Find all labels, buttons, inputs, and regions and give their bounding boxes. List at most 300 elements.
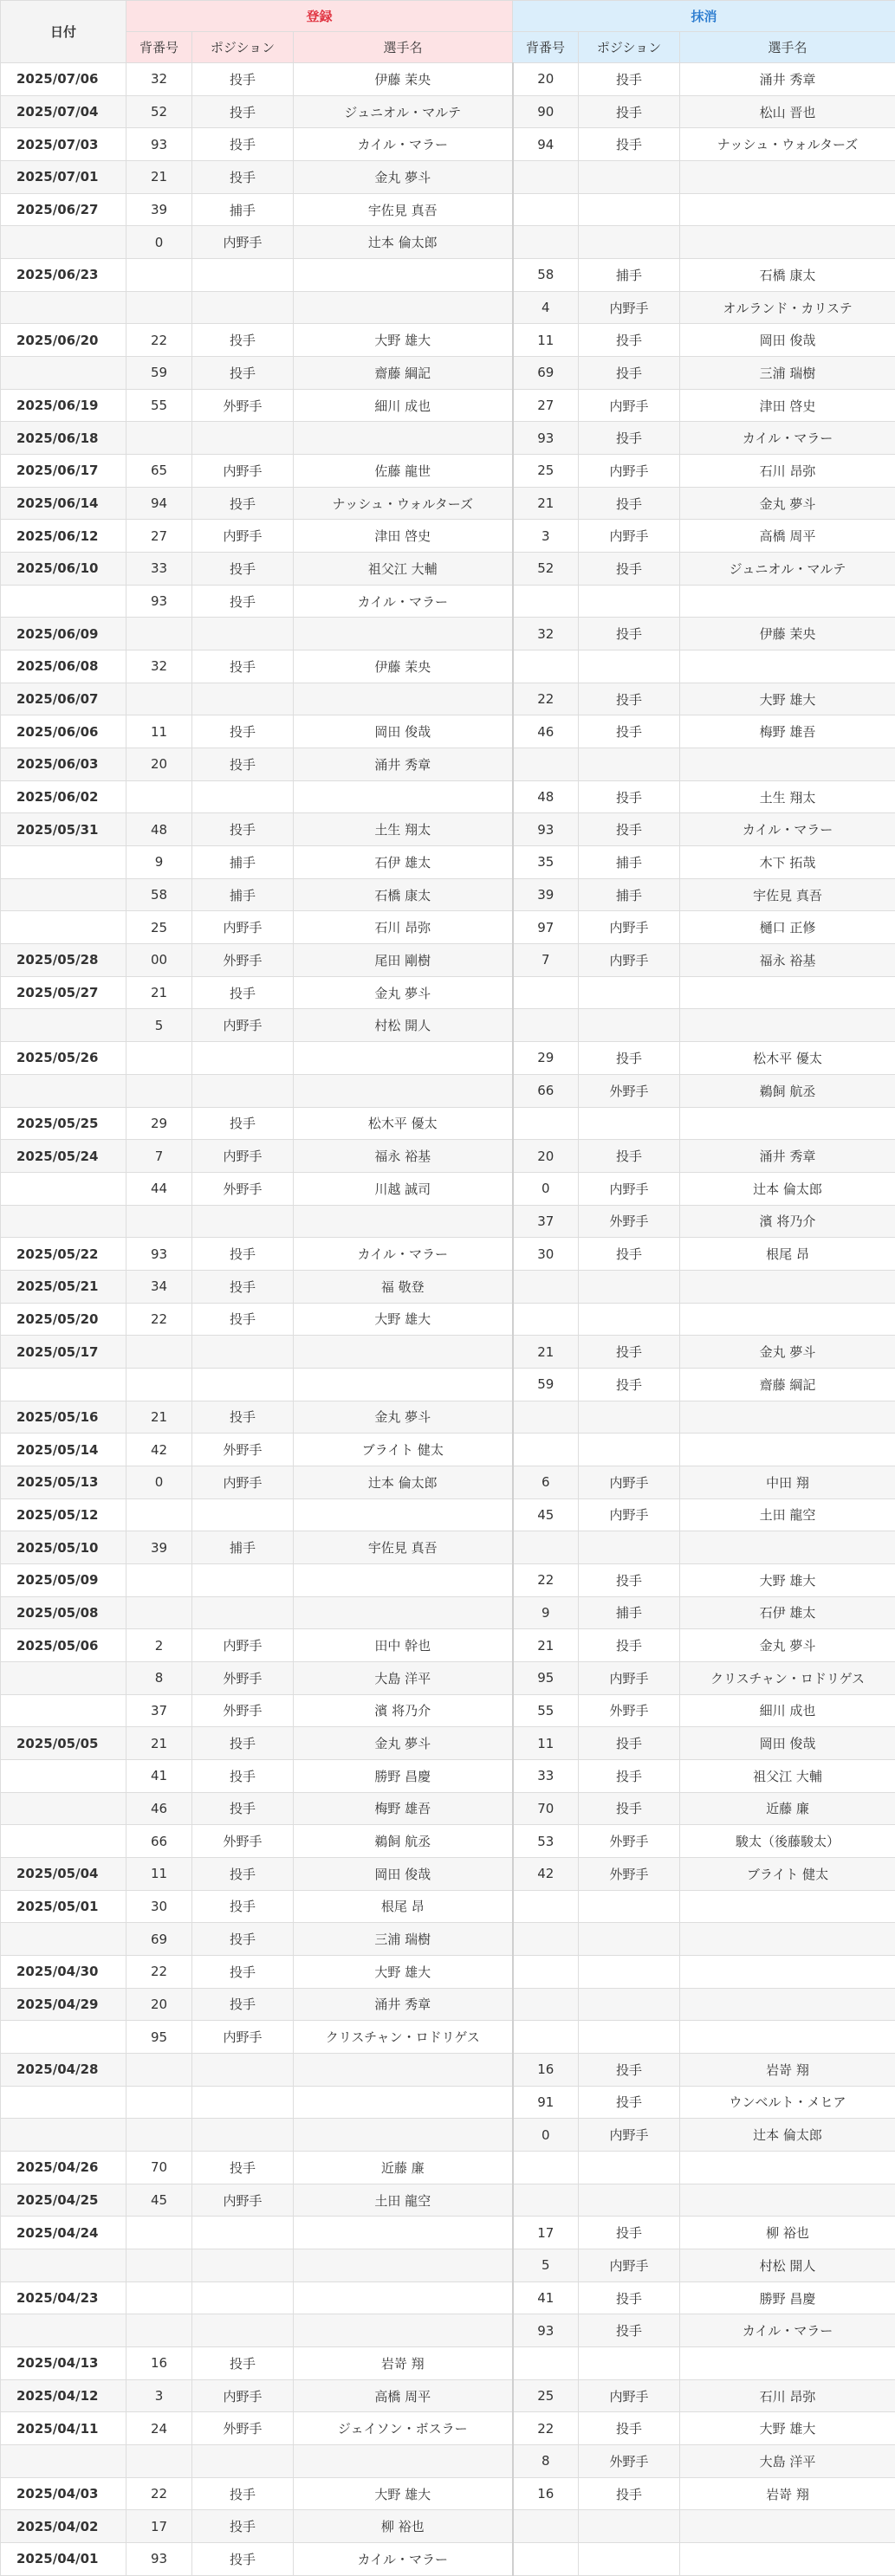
del-player-cell: ジュニオル・マルテ	[680, 553, 895, 586]
reg-number-cell: 0	[126, 226, 192, 259]
reg-number-cell: 37	[126, 1694, 192, 1727]
reg-position-header: ポジション	[192, 32, 294, 63]
del-player-cell: クリスチャン・ロドリゲス	[680, 1661, 895, 1694]
reg-number-header: 背番号	[126, 32, 192, 63]
del-player-cell	[680, 1923, 895, 1956]
del-position-cell: 投手	[579, 2412, 680, 2445]
reg-player-cell: 石伊 雄太	[294, 846, 513, 879]
reg-number-cell: 45	[126, 2184, 192, 2217]
del-player-header: 選手名	[680, 32, 895, 63]
reg-position-cell	[192, 780, 294, 813]
reg-number-cell: 34	[126, 1270, 192, 1303]
date-cell: 2025/06/19	[1, 389, 126, 422]
del-player-cell: 金丸 夢斗	[680, 487, 895, 520]
reg-number-cell: 39	[126, 1531, 192, 1564]
reg-number-cell: 5	[126, 1009, 192, 1042]
del-player-cell: 辻本 倫太郎	[680, 1172, 895, 1205]
del-position-cell	[579, 193, 680, 226]
del-position-cell: 投手	[579, 1336, 680, 1369]
reg-player-cell	[294, 2314, 513, 2347]
reg-player-cell	[294, 1498, 513, 1531]
del-position-cell: 投手	[579, 2217, 680, 2249]
reg-player-cell	[294, 1563, 513, 1596]
del-player-cell: 涌井 秀章	[680, 1140, 895, 1173]
del-number-cell: 4	[513, 291, 579, 324]
reg-position-cell: 捕手	[192, 846, 294, 879]
del-position-cell: 投手	[579, 2053, 680, 2086]
del-player-cell: 岡田 俊哉	[680, 324, 895, 357]
table-row	[1, 1661, 895, 1694]
table-row	[1, 128, 895, 161]
reg-player-cell: 川越 誠司	[294, 1172, 513, 1205]
del-position-cell	[579, 1955, 680, 1988]
date-cell	[1, 911, 126, 944]
del-number-cell: 22	[513, 1563, 579, 1596]
del-player-cell: 近藤 廉	[680, 1792, 895, 1825]
del-number-cell: 16	[513, 2053, 579, 2086]
reg-position-cell	[192, 2053, 294, 2086]
reg-player-cell: 祖父江 大輔	[294, 553, 513, 586]
table-row	[1, 1466, 895, 1498]
reg-player-cell	[294, 291, 513, 324]
reg-position-cell: 外野手	[192, 1694, 294, 1727]
reg-position-cell: 投手	[192, 95, 294, 128]
date-cell: 2025/05/26	[1, 1042, 126, 1075]
reg-player-cell: ジェイソン・ボスラー	[294, 2412, 513, 2445]
del-number-cell: 70	[513, 1792, 579, 1825]
del-number-cell	[513, 226, 579, 259]
del-number-cell: 5	[513, 2249, 579, 2282]
del-position-cell: 内野手	[579, 291, 680, 324]
del-position-cell: 投手	[579, 2477, 680, 2510]
date-cell: 2025/04/23	[1, 2282, 126, 2314]
del-position-cell	[579, 1401, 680, 1434]
date-cell: 2025/06/03	[1, 748, 126, 781]
reg-position-cell: 捕手	[192, 878, 294, 911]
reg-position-cell	[192, 2445, 294, 2478]
del-position-cell: 捕手	[579, 846, 680, 879]
table-row	[1, 780, 895, 813]
table-row	[1, 553, 895, 586]
del-number-cell: 59	[513, 1368, 579, 1401]
del-number-cell: 52	[513, 553, 579, 586]
deregistration-header: 抹消	[513, 1, 895, 32]
del-position-cell: 外野手	[579, 1857, 680, 1890]
reg-player-cell: 涌井 秀章	[294, 748, 513, 781]
reg-position-cell: 投手	[192, 1988, 294, 2021]
del-player-cell: 高橋 周平	[680, 520, 895, 553]
reg-number-cell: 39	[126, 193, 192, 226]
table-row	[1, 259, 895, 292]
del-position-cell: 投手	[579, 1042, 680, 1075]
reg-player-cell	[294, 1074, 513, 1107]
table-row	[1, 324, 895, 357]
reg-player-cell: 佐藤 龍世	[294, 455, 513, 488]
reg-position-cell: 外野手	[192, 389, 294, 422]
del-position-cell: 投手	[579, 715, 680, 748]
del-position-cell: 投手	[579, 128, 680, 161]
reg-number-cell: 33	[126, 553, 192, 586]
reg-position-cell: 投手	[192, 748, 294, 781]
date-cell: 2025/05/08	[1, 1596, 126, 1629]
reg-number-cell: 21	[126, 161, 192, 194]
reg-player-cell: 宇佐見 真吾	[294, 193, 513, 226]
reg-position-cell: 内野手	[192, 455, 294, 488]
del-position-cell: 内野手	[579, 2119, 680, 2152]
reg-number-cell: 65	[126, 455, 192, 488]
del-position-cell: 投手	[579, 683, 680, 715]
reg-player-cell: 涌井 秀章	[294, 1988, 513, 2021]
del-position-cell	[579, 1270, 680, 1303]
date-cell	[1, 291, 126, 324]
del-position-cell: 投手	[579, 324, 680, 357]
del-number-cell: 33	[513, 1759, 579, 1792]
table-row	[1, 2021, 895, 2054]
del-player-cell: 松木平 優太	[680, 1042, 895, 1075]
del-position-cell	[579, 976, 680, 1009]
del-player-cell: 梅野 雄吾	[680, 715, 895, 748]
table-row	[1, 2249, 895, 2282]
del-player-cell: 中田 翔	[680, 1466, 895, 1498]
del-number-cell: 6	[513, 1466, 579, 1498]
date-cell: 2025/06/10	[1, 553, 126, 586]
del-player-cell: 齋藤 綱記	[680, 1368, 895, 1401]
reg-player-cell: 岡田 俊哉	[294, 1857, 513, 1890]
reg-player-cell: 勝野 昌慶	[294, 1759, 513, 1792]
del-position-cell	[579, 2510, 680, 2543]
reg-player-cell	[294, 2119, 513, 2152]
del-position-cell: 投手	[579, 2086, 680, 2119]
reg-number-cell: 41	[126, 1759, 192, 1792]
table-row	[1, 813, 895, 846]
reg-number-cell: 95	[126, 2021, 192, 2054]
del-position-cell	[579, 1923, 680, 1956]
table-row	[1, 487, 895, 520]
del-number-cell: 22	[513, 2412, 579, 2445]
del-player-cell: 柳 裕也	[680, 2217, 895, 2249]
reg-player-cell: 大野 雄大	[294, 1955, 513, 1988]
del-number-cell: 20	[513, 63, 579, 96]
table-row	[1, 1727, 895, 1760]
del-player-cell: 岩嵜 翔	[680, 2477, 895, 2510]
del-player-cell: 松山 晋也	[680, 95, 895, 128]
del-position-cell: 捕手	[579, 878, 680, 911]
reg-number-cell: 11	[126, 1857, 192, 1890]
del-position-cell: 投手	[579, 63, 680, 96]
date-cell: 2025/05/01	[1, 1890, 126, 1923]
del-position-cell	[579, 2543, 680, 2576]
del-position-cell	[579, 1988, 680, 2021]
del-number-cell	[513, 2021, 579, 2054]
reg-position-cell: 投手	[192, 161, 294, 194]
date-cell	[1, 1694, 126, 1727]
reg-position-cell	[192, 2217, 294, 2249]
reg-number-cell: 17	[126, 2510, 192, 2543]
reg-player-cell: 金丸 夢斗	[294, 1727, 513, 1760]
date-cell: 2025/04/02	[1, 2510, 126, 2543]
table-row	[1, 95, 895, 128]
table-row	[1, 1825, 895, 1858]
del-number-cell	[513, 1270, 579, 1303]
del-player-cell	[680, 193, 895, 226]
reg-position-cell: 投手	[192, 2347, 294, 2380]
date-cell: 2025/06/17	[1, 455, 126, 488]
del-position-cell: 外野手	[579, 1825, 680, 1858]
reg-player-cell: 根尾 昂	[294, 1890, 513, 1923]
reg-player-cell: 土生 翔太	[294, 813, 513, 846]
del-player-cell	[680, 585, 895, 618]
del-number-cell: 9	[513, 1596, 579, 1629]
table-row	[1, 2152, 895, 2184]
date-cell: 2025/06/02	[1, 780, 126, 813]
del-player-cell: 岡田 俊哉	[680, 1727, 895, 1760]
reg-position-cell: 外野手	[192, 2412, 294, 2445]
table-header	[1, 1, 895, 63]
date-cell: 2025/04/03	[1, 2477, 126, 2510]
reg-position-cell: 投手	[192, 1792, 294, 1825]
del-number-cell: 95	[513, 1661, 579, 1694]
reg-player-cell	[294, 1336, 513, 1369]
del-player-cell: 祖父江 大輔	[680, 1759, 895, 1792]
date-cell: 2025/04/25	[1, 2184, 126, 2217]
del-player-cell	[680, 1107, 895, 1140]
table-row	[1, 1531, 895, 1564]
reg-position-cell: 外野手	[192, 1825, 294, 1858]
del-number-cell: 29	[513, 1042, 579, 1075]
table-row	[1, 2314, 895, 2347]
reg-number-cell: 58	[126, 878, 192, 911]
reg-position-cell: 捕手	[192, 193, 294, 226]
reg-number-cell	[126, 1205, 192, 1238]
date-cell: 2025/05/21	[1, 1270, 126, 1303]
reg-number-cell: 70	[126, 2152, 192, 2184]
del-number-cell	[513, 2347, 579, 2380]
del-position-cell	[579, 1303, 680, 1336]
del-number-cell: 48	[513, 780, 579, 813]
del-player-cell: 岩嵜 翔	[680, 2053, 895, 2086]
reg-position-cell: 投手	[192, 1238, 294, 1271]
date-cell	[1, 2119, 126, 2152]
reg-position-cell: 投手	[192, 1303, 294, 1336]
reg-position-cell	[192, 422, 294, 455]
reg-number-cell: 22	[126, 1955, 192, 1988]
reg-number-cell: 22	[126, 2477, 192, 2510]
del-number-cell: 55	[513, 1694, 579, 1727]
reg-player-cell: 伊藤 茉央	[294, 63, 513, 96]
reg-position-cell: 投手	[192, 128, 294, 161]
del-position-cell	[579, 748, 680, 781]
date-cell: 2025/06/12	[1, 520, 126, 553]
reg-player-cell: 鵜飼 航丞	[294, 1825, 513, 1858]
date-cell: 2025/06/20	[1, 324, 126, 357]
reg-position-cell: 投手	[192, 715, 294, 748]
reg-player-cell: 大野 雄大	[294, 324, 513, 357]
del-position-cell	[579, 1434, 680, 1466]
del-player-cell: ウンベルト・メヒア	[680, 2086, 895, 2119]
table-row	[1, 944, 895, 977]
date-cell	[1, 1825, 126, 1858]
del-position-cell: 投手	[579, 487, 680, 520]
reg-position-cell: 投手	[192, 2510, 294, 2543]
table-row	[1, 1890, 895, 1923]
reg-position-cell: 投手	[192, 1890, 294, 1923]
table-row	[1, 2119, 895, 2152]
table-row	[1, 226, 895, 259]
reg-position-cell: 内野手	[192, 520, 294, 553]
table-row	[1, 585, 895, 618]
table-row	[1, 1368, 895, 1401]
reg-number-cell: 7	[126, 1140, 192, 1173]
reg-player-cell: カイル・マラー	[294, 1238, 513, 1271]
date-cell: 2025/05/25	[1, 1107, 126, 1140]
del-position-cell: 投手	[579, 813, 680, 846]
del-number-cell: 90	[513, 95, 579, 128]
del-number-cell	[513, 193, 579, 226]
del-number-cell: 0	[513, 2119, 579, 2152]
del-player-cell: 鵜飼 航丞	[680, 1074, 895, 1107]
del-player-cell	[680, 650, 895, 683]
del-number-cell: 35	[513, 846, 579, 879]
del-player-cell: 樋口 正修	[680, 911, 895, 944]
table-row	[1, 1596, 895, 1629]
date-cell	[1, 585, 126, 618]
del-position-cell: 内野手	[579, 389, 680, 422]
reg-player-cell	[294, 1596, 513, 1629]
reg-number-cell: 29	[126, 1107, 192, 1140]
reg-number-cell: 9	[126, 846, 192, 879]
del-number-cell	[513, 2543, 579, 2576]
reg-position-cell: 投手	[192, 976, 294, 1009]
del-position-cell	[579, 2021, 680, 2054]
date-cell	[1, 1759, 126, 1792]
reg-player-cell: ジュニオル・マルテ	[294, 95, 513, 128]
reg-position-cell: 投手	[192, 813, 294, 846]
del-number-cell	[513, 976, 579, 1009]
del-position-cell: 投手	[579, 1238, 680, 1271]
del-position-cell: 内野手	[579, 455, 680, 488]
del-player-cell: 石伊 雄太	[680, 1596, 895, 1629]
del-position-cell: 投手	[579, 95, 680, 128]
del-position-cell: 投手	[579, 1727, 680, 1760]
reg-player-header: 選手名	[294, 32, 513, 63]
date-cell: 2025/05/28	[1, 944, 126, 977]
table-row	[1, 715, 895, 748]
del-player-cell: 濱 将乃介	[680, 1205, 895, 1238]
date-cell: 2025/07/01	[1, 161, 126, 194]
date-cell: 2025/05/05	[1, 1727, 126, 1760]
reg-number-cell: 93	[126, 585, 192, 618]
del-position-cell: 内野手	[579, 944, 680, 977]
del-player-cell: 伊藤 茉央	[680, 618, 895, 650]
reg-position-cell: 内野手	[192, 1629, 294, 1662]
table-row	[1, 2086, 895, 2119]
date-cell: 2025/06/06	[1, 715, 126, 748]
table-row	[1, 846, 895, 879]
reg-number-cell: 69	[126, 1923, 192, 1956]
del-number-cell: 45	[513, 1498, 579, 1531]
del-player-cell: カイル・マラー	[680, 2314, 895, 2347]
reg-position-cell	[192, 291, 294, 324]
del-player-cell: オルランド・カリステ	[680, 291, 895, 324]
date-cell: 2025/05/27	[1, 976, 126, 1009]
del-number-cell: 42	[513, 1857, 579, 1890]
del-player-cell: ナッシュ・ウォルターズ	[680, 128, 895, 161]
del-player-cell	[680, 1270, 895, 1303]
date-cell	[1, 846, 126, 879]
del-number-cell: 37	[513, 1205, 579, 1238]
del-number-cell	[513, 161, 579, 194]
del-number-cell: 53	[513, 1825, 579, 1858]
del-number-cell	[513, 1988, 579, 2021]
del-position-cell: 投手	[579, 2282, 680, 2314]
reg-player-cell: 大野 雄大	[294, 2477, 513, 2510]
del-number-header: 背番号	[513, 32, 579, 63]
del-number-cell: 97	[513, 911, 579, 944]
reg-position-cell: 投手	[192, 1955, 294, 1988]
date-cell	[1, 357, 126, 390]
del-number-cell: 21	[513, 1336, 579, 1369]
del-player-cell	[680, 2347, 895, 2380]
date-cell: 2025/05/17	[1, 1336, 126, 1369]
del-position-cell	[579, 161, 680, 194]
reg-position-cell	[192, 1042, 294, 1075]
reg-player-cell	[294, 2217, 513, 2249]
reg-position-cell	[192, 1205, 294, 1238]
date-cell	[1, 1368, 126, 1401]
del-player-cell: 福永 裕基	[680, 944, 895, 977]
date-cell: 2025/05/12	[1, 1498, 126, 1531]
del-number-cell	[513, 650, 579, 683]
table-row	[1, 1988, 895, 2021]
reg-number-cell: 20	[126, 748, 192, 781]
reg-player-cell: 大野 雄大	[294, 1303, 513, 1336]
del-player-cell: 石川 昂弥	[680, 2379, 895, 2412]
reg-number-cell: 93	[126, 128, 192, 161]
reg-number-cell: 22	[126, 1303, 192, 1336]
date-cell	[1, 1923, 126, 1956]
reg-number-cell	[126, 2249, 192, 2282]
reg-position-cell: 投手	[192, 1401, 294, 1434]
date-cell: 2025/05/14	[1, 1434, 126, 1466]
del-player-cell	[680, 1434, 895, 1466]
reg-player-cell	[294, 780, 513, 813]
del-position-cell: 内野手	[579, 1466, 680, 1498]
date-cell: 2025/04/11	[1, 2412, 126, 2445]
table-row	[1, 2184, 895, 2217]
table-body	[1, 63, 895, 2576]
reg-player-cell	[294, 259, 513, 292]
reg-player-cell: 辻本 倫太郎	[294, 1466, 513, 1498]
del-number-cell: 3	[513, 520, 579, 553]
table-row	[1, 976, 895, 1009]
table-row	[1, 1563, 895, 1596]
reg-player-cell	[294, 2445, 513, 2478]
del-player-cell	[680, 1303, 895, 1336]
reg-player-cell: 土田 龍空	[294, 2184, 513, 2217]
del-player-cell: 宇佐見 真吾	[680, 878, 895, 911]
date-cell: 2025/04/29	[1, 1988, 126, 2021]
del-number-cell: 11	[513, 324, 579, 357]
del-player-cell	[680, 1955, 895, 1988]
del-position-cell	[579, 1890, 680, 1923]
del-position-cell: 外野手	[579, 1694, 680, 1727]
del-player-cell	[680, 748, 895, 781]
reg-number-cell	[126, 683, 192, 715]
del-number-cell: 94	[513, 128, 579, 161]
table-row	[1, 2379, 895, 2412]
date-cell: 2025/04/30	[1, 1955, 126, 1988]
del-player-cell: 大野 雄大	[680, 1563, 895, 1596]
